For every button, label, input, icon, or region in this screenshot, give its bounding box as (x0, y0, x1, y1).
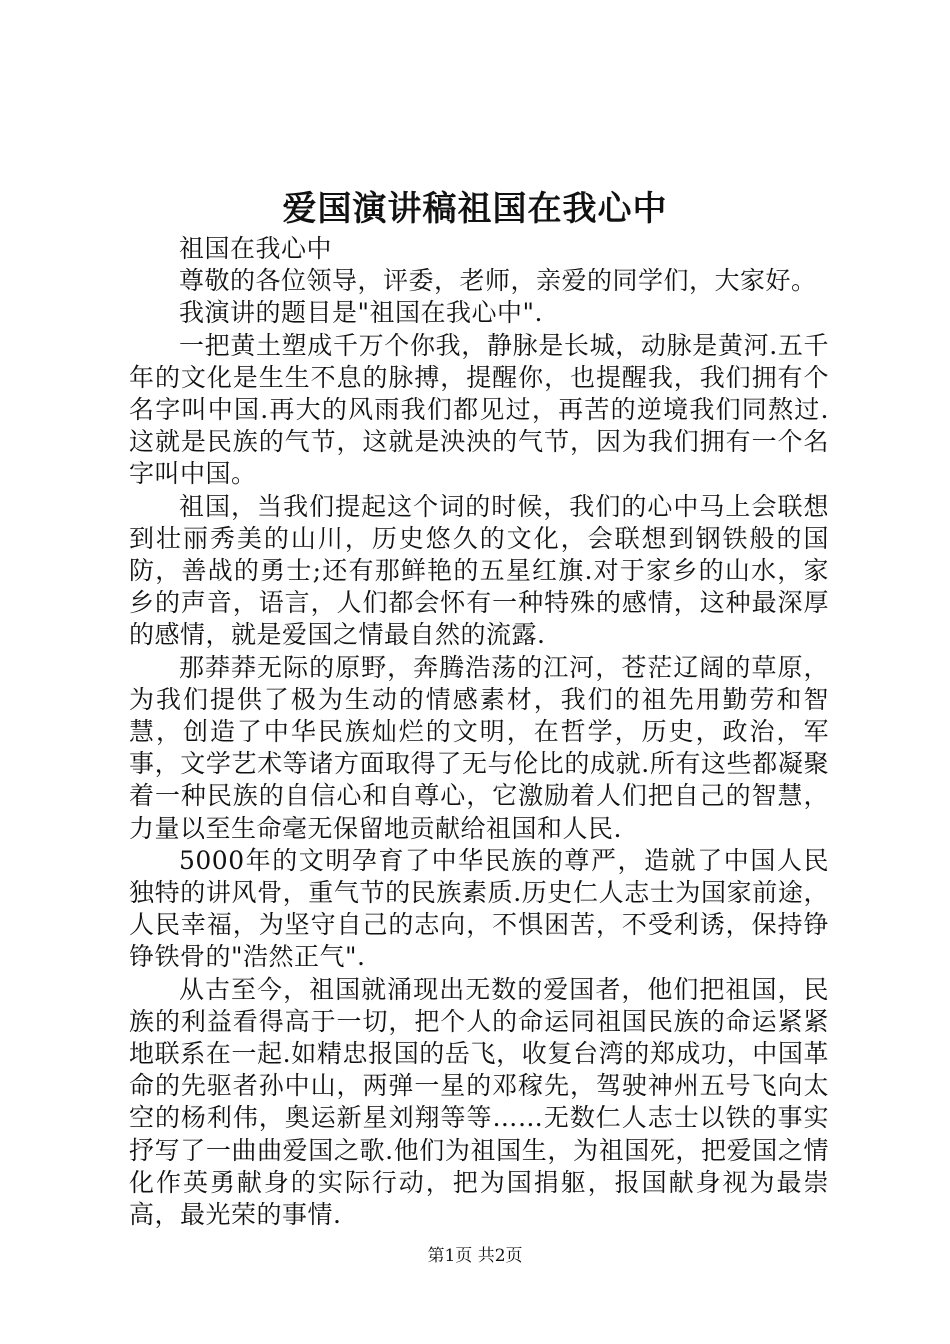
paragraph-5: 祖国，当我们提起这个词的时候，我们的心中马上会联想到壮丽秀美的山川，历史悠久的文化，会联想到钢铁般的国防，善战的勇士;还有那鲜艳的五星红旗.对于家乡的山水，家乡的声音，语言，人们都会怀有一种特殊的感情，这种最深厚的感情，就是爱国之情最自然的流露. (129, 491, 829, 650)
paragraph-3: 我演讲的题目是"祖国在我心中". (179, 298, 543, 328)
page-number-footer: 第1页 共2页 (427, 1246, 523, 1266)
document-title: 爱国演讲稿祖国在我心中 (282, 189, 668, 229)
paragraph-6: 那莽莽无际的原野，奔腾浩荡的江河，苍茫辽阔的草原，为我们提供了极为生动的情感素材，我们的祖先用勤劳和智慧，创造了中华民族灿烂的文明，在哲学，历史，政治，军事，文学艺术等诸方面取得了无与伦比的成就.所有这些都凝聚着一种民族的自信心和自尊心，它激励着人们把自己的智慧，力量以至生命毫无保留地贡献给祖国和人民. (129, 652, 829, 843)
document-body (129, 233, 829, 1231)
paragraph-1: 祖国在我心中 (179, 234, 333, 263)
paragraph-7: 5000年的文明孕育了中华民族的尊严，造就了中国人民独特的讲风骨，重气节的民族素质.历史仁人志士为国家前途，人民幸福，为坚守自己的志向，不惧困苦，不受利诱，保持铮铮铁骨的"浩然正气". (129, 845, 829, 972)
paragraph-8: 从古至今，祖国就涌现出无数的爱国者，他们把祖国，民族的利益看得高于一切，把个人的命运同祖国民族的命运紧紧地联系在一起.如精忠报国的岳飞，收复台湾的郑成功，中国革命的先驱者孙中山，两弹一星的邓稼先，驾驶神州五号飞向太空的杨利伟，奥运新星刘翔等等……无数仁人志士以铁的事实抒写了一曲曲爱国之歌.他们为祖国生，为祖国死，把爱国之情化作英勇献身的实际行动，把为国捐躯，报国献身视为最崇高，最光荣的事情. (129, 974, 829, 1230)
paragraph-4: 一把黄土塑成千万个你我，静脉是长城，动脉是黄河.五千年的文化是生生不息的脉搏，提醒你，也提醒我，我们拥有个名字叫中国.再大的风雨我们都见过，再苦的逆境我们同熬过.这就是民族的气节，这就是泱泱的气节，因为我们拥有一个名字叫中国。 (129, 330, 829, 489)
paragraph-2: 尊敬的各位领导，评委，老师，亲爱的同学们，大家好。 (179, 266, 817, 296)
